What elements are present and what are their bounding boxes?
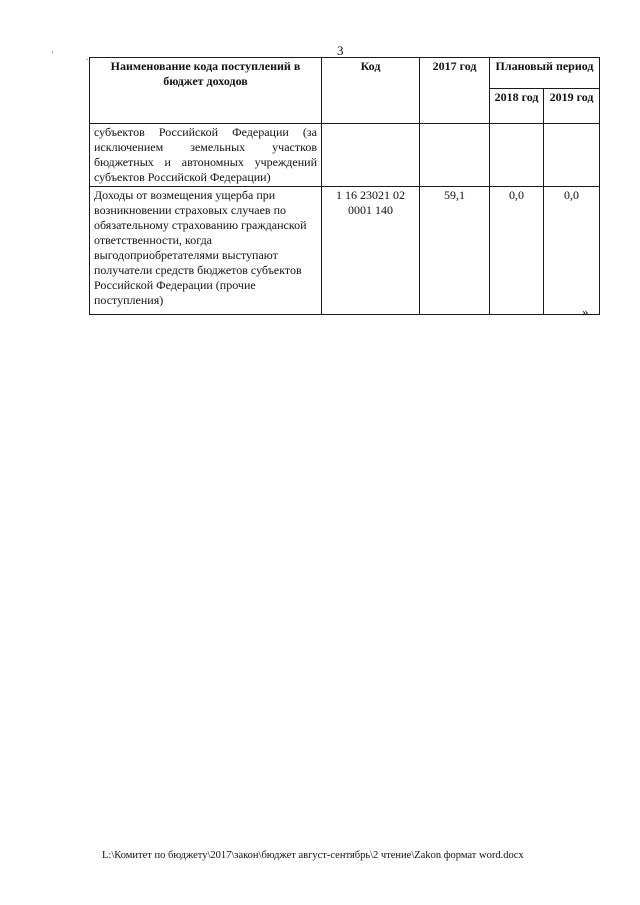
row-2019-cell	[544, 124, 600, 187]
header-name: Наименование кода поступлений в бюджет доходов	[90, 58, 322, 124]
row-code-cell: 1 16 23021 02 0001 140	[322, 187, 420, 315]
row-name-cell: Доходы от возмещения ущерба при возникновении страховых случаев по обязательному страхованию гражданской ответственности, когда выгодоприобретателями выступают получатели средств бюджетов субъектов Российской Федерации (прочие поступления)	[90, 187, 322, 315]
footer-file-path: L:\Комитет по бюджету\2017\закон\бюджет август-сентябрь\2 чтение\Zakon формат word.docx	[102, 850, 524, 861]
header-code: Код	[322, 58, 420, 124]
row-2018-cell	[490, 124, 544, 187]
table-row	[90, 124, 600, 187]
budget-revenue-table	[89, 57, 600, 315]
row-code-cell	[322, 124, 420, 187]
scan-mark: .	[86, 52, 89, 62]
row-name-cell: субъектов Российской Федерации (за исключением земельных участков бюджетных и автономных учреждений субъектов Российской Федерации)	[90, 124, 322, 187]
page-number: 3	[337, 43, 344, 58]
header-planning-period: Плановый период	[490, 58, 600, 89]
scan-mark: '	[52, 50, 54, 60]
row-2019-cell: 0,0	[544, 187, 600, 315]
row-2017-cell: 59,1	[420, 187, 490, 315]
table-row	[90, 187, 600, 315]
closing-quote: »	[582, 304, 589, 319]
row-2018-cell: 0,0	[490, 187, 544, 315]
row-2017-cell	[420, 124, 490, 187]
header-2018: 2018 год	[490, 89, 544, 124]
header-2017: 2017 год	[420, 58, 490, 124]
header-2019: 2019 год	[544, 89, 600, 124]
